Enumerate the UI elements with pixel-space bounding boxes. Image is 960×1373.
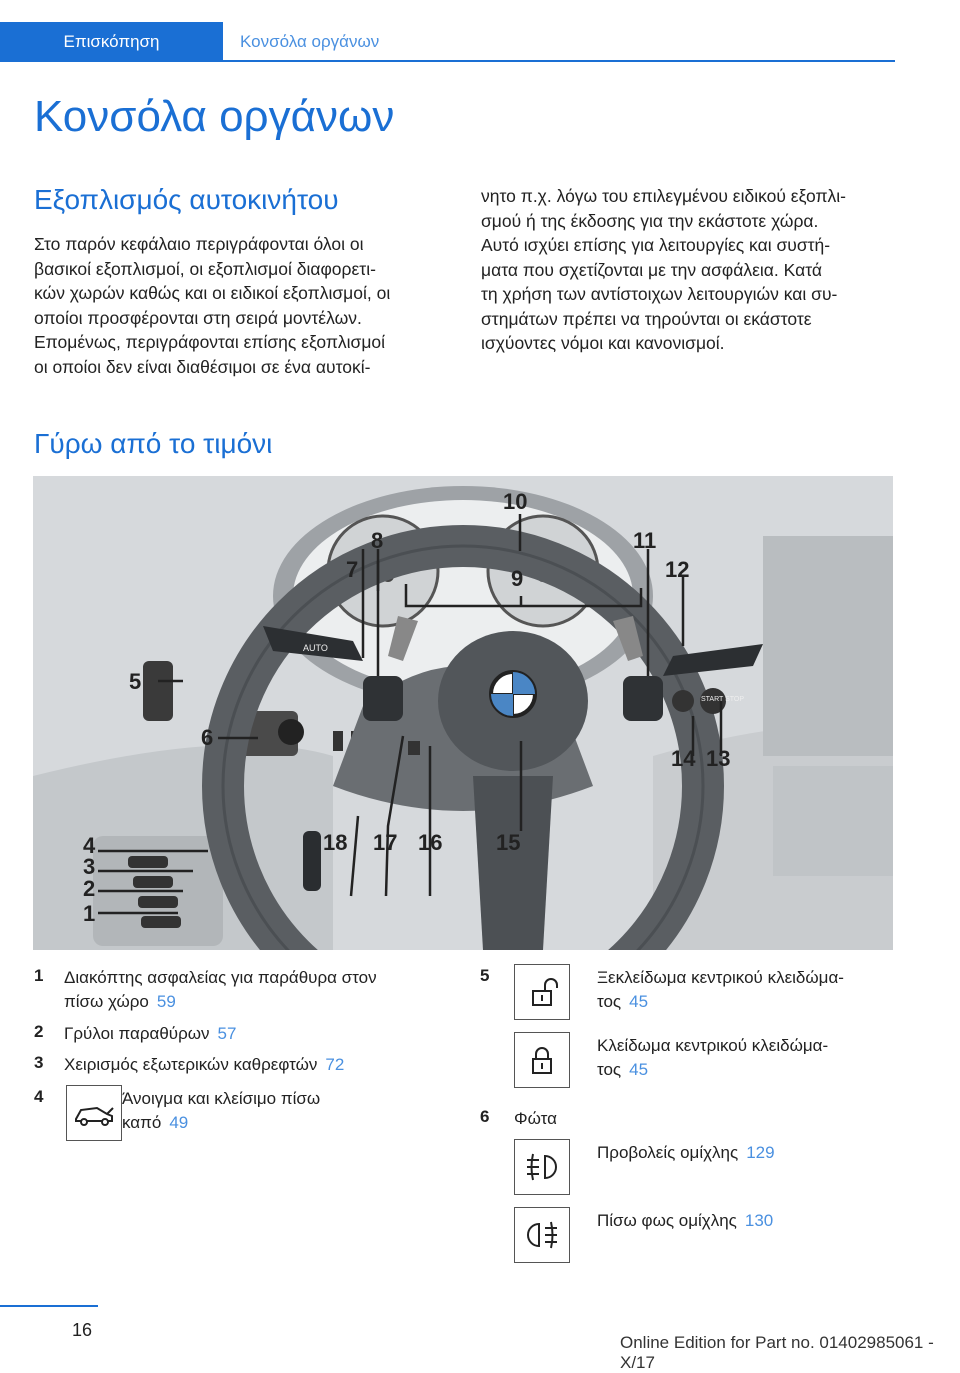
callout-11: 11 [633, 528, 657, 553]
callout-9: 9 [511, 566, 524, 591]
page-link[interactable]: 59 [156, 992, 176, 1011]
text-line: Στο παρόν κεφάλαιο περιγράφονται όλοι οι [34, 234, 364, 254]
legend-item-5-unlock [597, 966, 844, 1014]
page-link[interactable]: 57 [217, 1024, 237, 1043]
legend-item-5-lock [597, 1034, 828, 1082]
text-line: ισχύοντες νόμοι και κανονισμοί. [481, 333, 725, 353]
legend-number: 6 [480, 1107, 490, 1126]
legend-text: Γρύλοι παραθύρων [64, 1024, 210, 1043]
legend-text: τος [597, 992, 622, 1011]
legend-item-6 [514, 1107, 557, 1131]
text-line: Επομένως, περιγράφονται επίσης εξοπλισμοί [34, 332, 386, 352]
legend-item-2 [64, 1022, 236, 1046]
intro-right-column [481, 184, 901, 356]
steering-wheel-figure [33, 476, 893, 950]
callout-17: 17 [373, 830, 398, 855]
steering-wheel-illustration [33, 476, 893, 950]
legend-text: πίσω χώρο [64, 992, 149, 1011]
lock-icon [514, 1032, 570, 1088]
legend-text: Κλείδωμα κεντρικού κλειδώμα‐ [597, 1036, 829, 1055]
callout-4: 4 [83, 833, 96, 858]
callout-8: 8 [371, 528, 384, 553]
legend-item-6-front-fog [597, 1141, 775, 1165]
text-line: κών χωρών καθώς και οι ειδικοί εξοπλισμοί, οι [34, 283, 391, 303]
header-tabs [0, 22, 895, 62]
intro-left-column [34, 232, 454, 379]
text-line: οι οποίοι δεν είναι διαθέσιμοι σε ένα αυτοκί‐ [34, 356, 371, 377]
text-line: τη χρήση των αντίστοιχων λειτουργιών και συ‐ [481, 284, 838, 304]
legend-item-1 [64, 966, 464, 1014]
legend-item-3 [64, 1053, 344, 1077]
callout-13: 13 [706, 746, 731, 771]
legend-text: τος [597, 1060, 622, 1079]
legend-text: Ξεκλείδωμα κεντρικού κλειδώμα‐ [597, 968, 844, 987]
legend-number: 3 [34, 1053, 44, 1072]
section-heading-equipment: Εξοπλισμός αυτοκινήτου [34, 184, 339, 215]
footer-edition: Online Edition for Part no. 01402985061 - X/17 [620, 1333, 934, 1372]
legend-text: καπό [122, 1113, 162, 1132]
footer-divider [0, 1305, 98, 1307]
page-link[interactable]: 45 [629, 1060, 649, 1079]
callout-10: 10 [503, 489, 528, 514]
legend-text: Φώτα [514, 1109, 557, 1128]
page-number: 16 [72, 1320, 93, 1340]
legend-number: 1 [34, 966, 44, 985]
stalk-label-auto: AUTO [303, 643, 328, 653]
page-title: Κονσόλα οργάνων [34, 92, 395, 141]
legend-text: Χειρισμός εξωτερικών καθρεφτών [64, 1055, 318, 1074]
callout-1: 1 [83, 901, 96, 926]
legend-number: 4 [34, 1087, 44, 1106]
legend-text: Πίσω φως ομίχλης [597, 1211, 737, 1230]
unlock-icon [514, 964, 570, 1020]
page-link[interactable]: 129 [746, 1143, 775, 1162]
text-line: βασικοί εξοπλισμοί, οι εξοπλισμοί διαφορετι‐ [34, 258, 376, 279]
text-line: ματα που σχετίζονται με την ασφάλεια. Κατά [481, 259, 823, 280]
legend-number: 2 [34, 1022, 44, 1041]
callout-15: 15 [496, 830, 521, 855]
rear-hatch-icon [66, 1085, 122, 1141]
page-link[interactable]: 49 [169, 1113, 189, 1132]
rear-fog-light-icon [514, 1207, 570, 1263]
text-line: νητο π.χ. λόγω του επιλεγμένου ειδικού εξοπλι‐ [481, 186, 846, 206]
callout-6: 6 [201, 725, 214, 750]
header-divider [0, 60, 895, 62]
text-line: οποίοι προσφέρονται στη σειρά μοντέλων. [34, 307, 362, 328]
text-line: Αυτό ισχύει επίσης για λειτουργίες και συστή‐ [481, 235, 831, 255]
callout-18: 18 [323, 830, 348, 855]
legend-item-6-rear-fog [597, 1209, 773, 1233]
callout-16: 16 [418, 830, 443, 855]
start-stop-label: START STOP [701, 696, 745, 703]
tab-instrument-panel[interactable]: Κονσόλα οργάνων [240, 32, 380, 51]
callout-14: 14 [671, 746, 696, 771]
callout-7: 7 [346, 557, 359, 582]
section-heading-steering-wheel: Γύρω από το τιμόνι [34, 428, 273, 459]
callout-12: 12 [665, 557, 690, 582]
text-line: σμού ή της έκδοσης για την εκάστοτε χώρα. [481, 210, 819, 231]
legend-text: Άνοιγμα και κλείσιμο πίσω [122, 1089, 321, 1108]
legend-item-4 [122, 1087, 320, 1135]
tab-overview[interactable]: Επισκόπηση [0, 22, 223, 62]
page-link[interactable]: 130 [744, 1211, 774, 1230]
page-link[interactable]: 72 [325, 1055, 345, 1074]
legend-number: 5 [480, 966, 490, 985]
page-link[interactable]: 45 [629, 992, 649, 1011]
legend-text: Διακόπτης ασφαλείας για παράθυρα στον [64, 968, 377, 987]
callout-3: 3 [83, 854, 96, 879]
legend-text: Προβολείς ομίχλης [597, 1143, 739, 1162]
callout-5: 5 [129, 669, 142, 694]
callout-2: 2 [83, 876, 96, 901]
text-line: στημάτων πρέπει να τηρούνται οι εκάστοτε [481, 308, 812, 329]
front-fog-light-icon [514, 1139, 570, 1195]
